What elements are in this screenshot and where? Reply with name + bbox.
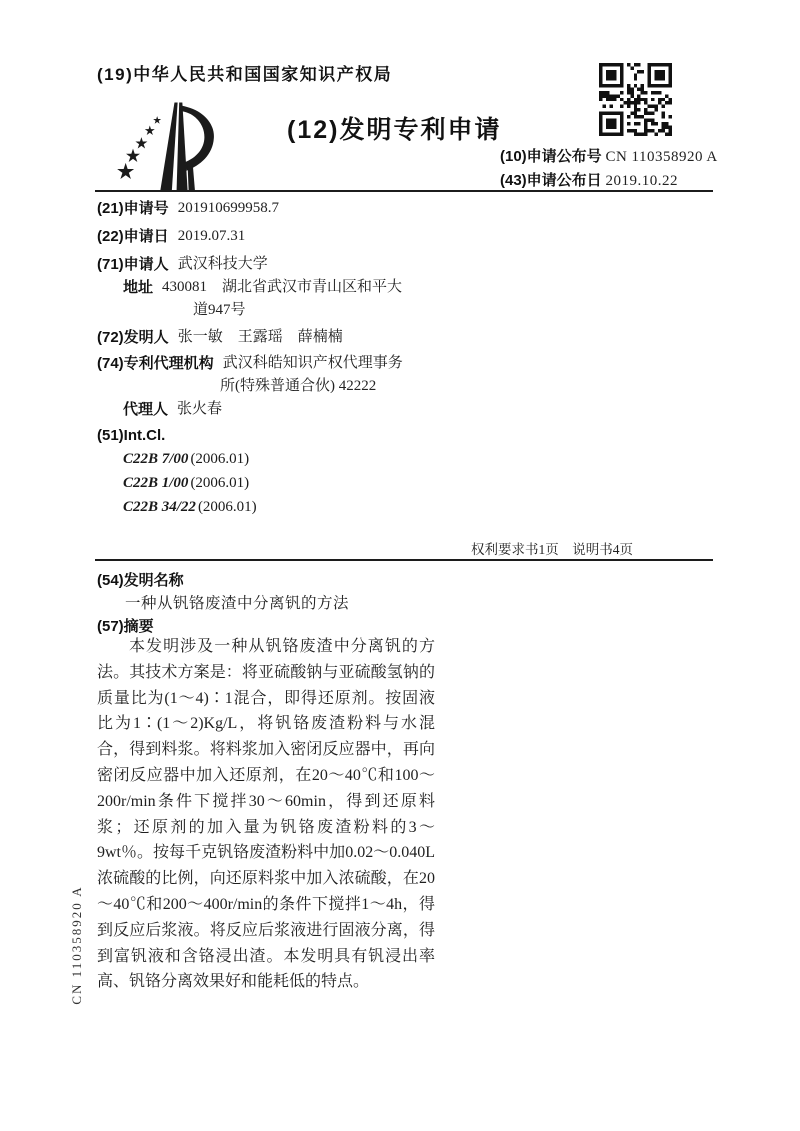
invention-title-label: (54)发明名称	[97, 572, 184, 589]
application-number-value: 201910699958.7	[177, 200, 279, 216]
agent-row	[97, 398, 517, 421]
abstract-label: (57)摘要	[97, 618, 154, 635]
address-line1: 430081 湖北省武汉市青山区和平大	[162, 279, 403, 295]
agent-value: 张火春	[177, 401, 223, 417]
applicant-label: (71)申请人	[97, 256, 169, 273]
publication-number-value: CN 110358920 A	[605, 149, 718, 165]
inventors-label: (72)发明人	[97, 329, 169, 346]
agent-label: 代理人	[123, 401, 169, 418]
address-label: 地址	[123, 279, 154, 296]
application-number-label: (21)申请号	[97, 200, 169, 217]
address-row	[97, 276, 517, 299]
abstract-text: 本发明涉及一种从钒铬废渣中分离钒的方法。其技术方案是：将亚硫酸钠与亚硫酸氢钠的质量比为(1～4)∶1混合，即得还原剂。按固液比为1∶(1～2)Kg/L，将钒铬废渣粉料与水混合，得到料浆。将料浆加入密闭反应器中，再向密闭反应器中加入还原剂，在20～40℃和100～200r/min条件下搅拌30～60min，得到还原料浆；还原剂的加入量为钒铬废渣粉料的3～9wt％。按每千克钒铬废渣粉料中加0.02～0.040L浓硫酸的比例，向还原料浆中加入浓硫酸，在20～40℃和200～400r/min的条件下搅拌1～4h，得到反应后浆液。将反应后浆液进行固液分离，得到富钒液和含铬浸出渣。本发明具有钒浸出率高、钒铬分离效果好和能耗低的特点。	[97, 638, 435, 991]
bibliographic-section	[97, 197, 517, 519]
qr-code-icon	[599, 63, 672, 136]
intcl-label: (51)Int.Cl.	[97, 427, 166, 444]
intcl-entry	[123, 471, 517, 495]
issuing-office: (19)中华人民共和国国家知识产权局	[97, 65, 393, 84]
intcl-entry	[123, 495, 517, 519]
intcl-code: C22B 7/00	[123, 451, 189, 467]
intcl-version: (2006.01)	[190, 475, 250, 491]
agency-label: (74)专利代理机构	[97, 355, 214, 372]
agency-line2: 所(特殊普通合伙) 42222	[220, 378, 377, 394]
filing-date-value: 2019.07.31	[177, 228, 246, 244]
publication-number-label: (10)申请公布号	[500, 148, 602, 165]
cnipa-logo-icon	[112, 98, 217, 193]
inventors-row	[97, 326, 517, 349]
agency-line1: 武汉科皓知识产权代理事务	[222, 355, 403, 371]
intcl-code: C22B 34/22	[123, 499, 196, 515]
side-publication-code: CN 110358920 A	[69, 885, 84, 1005]
publication-number-row	[500, 145, 718, 169]
intcl-row-label	[97, 424, 517, 447]
intcl-version: (2006.01)	[190, 451, 250, 467]
pages-count-info: 权利要求书1页 说明书4页	[471, 542, 633, 557]
filing-date-label: (22)申请日	[97, 228, 169, 245]
title-section	[97, 570, 349, 638]
agency-row	[97, 352, 517, 375]
invention-title: 一种从钒铬废渣中分离钒的方法	[125, 595, 350, 612]
intcl-code: C22B 1/00	[123, 475, 189, 491]
filing-date-row	[97, 225, 517, 248]
section-divider	[95, 559, 713, 561]
application-number-row	[97, 197, 517, 220]
publication-block	[500, 145, 718, 193]
applicant-row	[97, 253, 517, 276]
header-divider	[95, 190, 713, 192]
address-line2: 道947号	[193, 302, 246, 318]
inventors-value: 张一敏 王露瑶 薛楠楠	[177, 329, 343, 345]
publication-date-value: 2019.10.22	[605, 173, 678, 189]
applicant-value: 武汉科技大学	[177, 256, 268, 272]
intcl-entry	[123, 447, 517, 471]
publication-date-label: (43)申请公布日	[500, 172, 602, 189]
intcl-version: (2006.01)	[197, 499, 257, 515]
document-type-title: (12)发明专利申请	[287, 116, 502, 144]
